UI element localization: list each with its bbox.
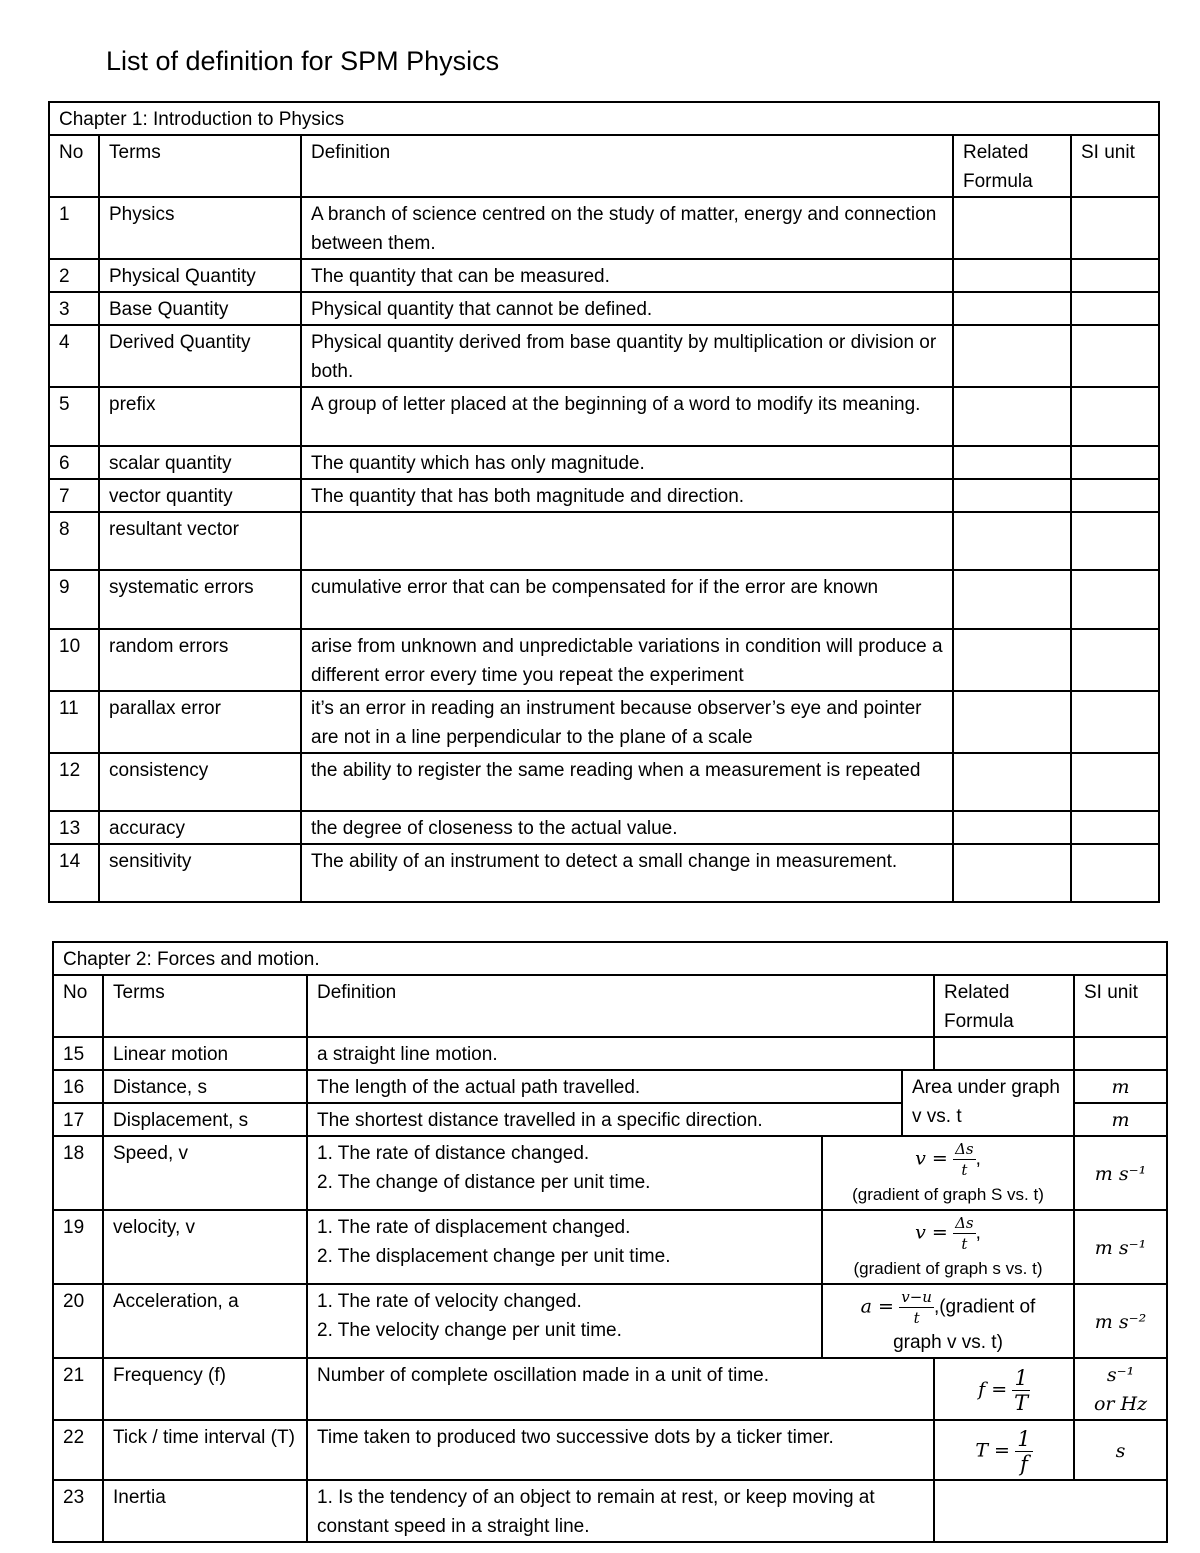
header-no: No	[49, 135, 99, 197]
row-formula	[953, 629, 1071, 691]
table-row	[53, 1136, 1167, 1210]
formula-fraction	[1015, 1427, 1032, 1476]
row-formula	[934, 1420, 1074, 1480]
row-unit	[1071, 570, 1159, 629]
row-no: 14	[49, 844, 99, 902]
formula-lhs: v =	[915, 1147, 948, 1170]
row-no: 2	[49, 259, 99, 292]
row-formula: Area under graph v vs. t	[902, 1070, 1074, 1136]
row-no: 13	[49, 811, 99, 844]
unit-line: s⁻¹	[1106, 1364, 1135, 1386]
row-term: Base Quantity	[99, 292, 301, 325]
definition-line: 2. The velocity change per unit time.	[317, 1320, 622, 1341]
fraction-numerator: v−u	[901, 1288, 932, 1306]
row-unit	[1071, 197, 1159, 259]
row-unit	[1071, 292, 1159, 325]
row-term: accuracy	[99, 811, 301, 844]
table-row	[49, 387, 1159, 446]
row-no: 6	[49, 446, 99, 479]
row-formula	[953, 197, 1071, 259]
formula-fraction	[953, 1213, 976, 1254]
formula-fraction	[953, 1139, 976, 1180]
row-unit	[1074, 1037, 1167, 1070]
row-definition	[307, 1210, 822, 1284]
row-formula	[953, 479, 1071, 512]
row-unit	[1071, 691, 1159, 753]
row-formula: v = $\frac{\Delta s}{t}$ , (gradient of graph s vs. t)	[822, 1210, 1074, 1284]
table-row	[49, 446, 1159, 479]
header-terms: Terms	[103, 975, 307, 1037]
fraction-denominator: T	[1014, 1390, 1029, 1415]
formula-note: (gradient of graph S vs. t)	[852, 1185, 1044, 1204]
definition-line: 2. The change of distance per unit time.	[317, 1172, 651, 1193]
row-no: 20	[53, 1284, 103, 1358]
row-no: 9	[49, 570, 99, 629]
row-term: scalar quantity	[99, 446, 301, 479]
row-no: 22	[53, 1420, 103, 1480]
fraction-denominator: f	[1020, 1451, 1028, 1476]
row-formula	[953, 325, 1071, 387]
formula-fraction	[899, 1287, 934, 1328]
row-unit: m s⁻¹	[1074, 1210, 1167, 1284]
row-term: Inertia	[103, 1480, 307, 1542]
header-related-formula: Related Formula	[953, 135, 1071, 197]
row-no: 10	[49, 629, 99, 691]
definition-line: 1. The rate of distance changed.	[317, 1143, 590, 1164]
fraction-denominator: t	[961, 1235, 968, 1253]
fraction-numerator: 1	[1014, 1365, 1028, 1390]
formula-lhs: f =	[978, 1378, 1008, 1401]
row-definition: A branch of science centred on the study of matter, energy and connection between them.	[301, 197, 953, 259]
table-row	[53, 1037, 1167, 1070]
table-row	[53, 1358, 1167, 1420]
row-formula	[934, 1037, 1074, 1070]
row-definition: Time taken to produced two successive dots by a ticker timer.	[307, 1420, 934, 1480]
row-no: 5	[49, 387, 99, 446]
row-definition: The shortest distance travelled in a specific direction.	[307, 1103, 902, 1136]
table-row	[49, 197, 1159, 259]
row-unit: m	[1074, 1103, 1167, 1136]
row-term: resultant vector	[99, 512, 301, 570]
row-formula	[953, 811, 1071, 844]
chapter-1-table	[48, 101, 1160, 903]
row-definition: the degree of closeness to the actual value.	[301, 811, 953, 844]
table-row	[49, 811, 1159, 844]
table-row	[53, 1210, 1167, 1284]
row-term: velocity, v	[103, 1210, 307, 1284]
row-no: 3	[49, 292, 99, 325]
fraction-numerator: 1	[1017, 1426, 1031, 1451]
row-unit: m s⁻¹	[1074, 1136, 1167, 1210]
table-row	[49, 753, 1159, 811]
chapter-2-heading: Chapter 2: Forces and motion.	[53, 942, 1167, 975]
row-no: 16	[53, 1070, 103, 1103]
header-si-unit: SI unit	[1074, 975, 1167, 1037]
formula-note: graph v vs. t)	[893, 1332, 1003, 1353]
row-formula	[953, 292, 1071, 325]
header-definition: Definition	[301, 135, 953, 197]
row-formula	[953, 446, 1071, 479]
table-row	[53, 1420, 1167, 1480]
table-row	[49, 691, 1159, 753]
row-term: random errors	[99, 629, 301, 691]
row-formula	[953, 387, 1071, 446]
header-terms: Terms	[99, 135, 301, 197]
row-term: Physics	[99, 197, 301, 259]
row-definition: the ability to register the same reading when a measurement is repeated	[301, 753, 953, 811]
table-header-row	[49, 135, 1159, 197]
row-unit: s	[1074, 1420, 1167, 1480]
row-unit	[1071, 446, 1159, 479]
row-no: 19	[53, 1210, 103, 1284]
row-definition: arise from unknown and unpredictable variations in condition will produce a different error every time you repeat the experiment	[301, 629, 953, 691]
row-formula: v = $\frac{\Delta s}{t}$ , (gradient of graph S vs. t)	[822, 1136, 1074, 1210]
row-formula	[934, 1480, 1167, 1542]
row-definition: Number of complete oscillation made in a unit of time.	[307, 1358, 934, 1420]
definition-line: 1. The rate of velocity changed.	[317, 1291, 582, 1312]
fraction-denominator: t	[913, 1309, 920, 1327]
row-definition: The quantity that has both magnitude and direction.	[301, 479, 953, 512]
table-header-row	[53, 975, 1167, 1037]
row-definition: cumulative error that can be compensated for if the error are known	[301, 570, 953, 629]
row-definition: The quantity that can be measured.	[301, 259, 953, 292]
table-row	[49, 479, 1159, 512]
row-unit	[1071, 387, 1159, 446]
row-unit	[1071, 629, 1159, 691]
row-unit	[1074, 1358, 1167, 1420]
row-unit: m s⁻²	[1074, 1284, 1167, 1358]
row-no: 17	[53, 1103, 103, 1136]
row-term: Speed, v	[103, 1136, 307, 1210]
row-term: consistency	[99, 753, 301, 811]
row-definition: Physical quantity that cannot be defined.	[301, 292, 953, 325]
chapter-1-heading: Chapter 1: Introduction to Physics	[49, 102, 1159, 135]
row-term: Frequency (f)	[103, 1358, 307, 1420]
row-unit	[1071, 325, 1159, 387]
row-formula	[934, 1358, 1074, 1420]
row-definition: Physical quantity derived from base quantity by multiplication or division or both.	[301, 325, 953, 387]
row-no: 1	[49, 197, 99, 259]
row-no: 12	[49, 753, 99, 811]
row-definition: A group of letter placed at the beginning of a word to modify its meaning.	[301, 387, 953, 446]
row-no: 21	[53, 1358, 103, 1420]
row-no: 18	[53, 1136, 103, 1210]
row-no: 11	[49, 691, 99, 753]
definition-line: 1. The rate of displacement changed.	[317, 1217, 631, 1238]
row-term: Physical Quantity	[99, 259, 301, 292]
chapter-2-table	[52, 941, 1168, 1543]
fraction-numerator: Δs	[955, 1214, 974, 1232]
row-term: sensitivity	[99, 844, 301, 902]
table-row	[49, 570, 1159, 629]
table-row	[49, 629, 1159, 691]
row-no: 23	[53, 1480, 103, 1542]
table-row	[49, 512, 1159, 570]
row-definition: The quantity which has only magnitude.	[301, 446, 953, 479]
table-row	[53, 1284, 1167, 1358]
row-unit	[1071, 259, 1159, 292]
row-no: 7	[49, 479, 99, 512]
row-term: Acceleration, a	[103, 1284, 307, 1358]
row-term: parallax error	[99, 691, 301, 753]
row-definition: The ability of an instrument to detect a small change in measurement.	[301, 844, 953, 902]
row-formula	[953, 844, 1071, 902]
row-unit	[1071, 479, 1159, 512]
definition-line: 2. The displacement change per unit time.	[317, 1246, 671, 1267]
row-definition	[307, 1284, 822, 1358]
formula-note: ,(gradient of	[933, 1296, 1036, 1318]
row-definition: The length of the actual path travelled.	[307, 1070, 902, 1103]
fraction-denominator: t	[961, 1161, 968, 1179]
row-definition: 1. Is the tendency of an object to remain at rest, or keep moving at constant speed in a straight line.	[307, 1480, 934, 1542]
row-unit	[1071, 753, 1159, 811]
fraction-numerator: Δs	[955, 1140, 974, 1158]
formula-note: (gradient of graph s vs. t)	[853, 1259, 1043, 1278]
row-term: systematic errors	[99, 570, 301, 629]
row-term: prefix	[99, 387, 301, 446]
header-definition: Definition	[307, 975, 934, 1037]
row-definition	[307, 1136, 822, 1210]
unit-line: or Hz	[1093, 1393, 1148, 1415]
row-no: 4	[49, 325, 99, 387]
row-term: Displacement, s	[103, 1103, 307, 1136]
row-definition: a straight line motion.	[307, 1037, 934, 1070]
row-definition: it’s an error in reading an instrument because observer’s eye and pointer are not in a line perpendicular to the plane of a scale	[301, 691, 953, 753]
row-term: Distance, s	[103, 1070, 307, 1103]
formula-lhs: a =	[860, 1295, 894, 1318]
row-formula	[953, 570, 1071, 629]
row-formula	[953, 753, 1071, 811]
row-formula	[822, 1284, 1074, 1358]
row-unit: m	[1074, 1070, 1167, 1103]
header-related-formula: Related Formula	[934, 975, 1074, 1037]
row-unit	[1071, 811, 1159, 844]
formula-fraction	[1012, 1366, 1029, 1415]
row-unit	[1071, 844, 1159, 902]
row-term: Tick / time interval (T)	[103, 1420, 307, 1480]
table-row	[49, 325, 1159, 387]
row-term: vector quantity	[99, 479, 301, 512]
row-unit	[1071, 512, 1159, 570]
table-row	[53, 1070, 1167, 1103]
row-term: Derived Quantity	[99, 325, 301, 387]
page-title: List of definition for SPM Physics	[106, 46, 500, 76]
row-formula	[953, 691, 1071, 753]
row-formula	[953, 259, 1071, 292]
row-term: Linear motion	[103, 1037, 307, 1070]
formula-lhs: v =	[915, 1221, 948, 1244]
row-no: 15	[53, 1037, 103, 1070]
formula-lhs: T =	[975, 1439, 1010, 1462]
header-no: No	[53, 975, 103, 1037]
header-si-unit: SI unit	[1071, 135, 1159, 197]
table-row	[49, 292, 1159, 325]
row-definition	[301, 512, 953, 570]
table-row	[49, 259, 1159, 292]
table-row	[49, 844, 1159, 902]
row-no: 8	[49, 512, 99, 570]
table-row	[53, 1480, 1167, 1542]
row-formula	[953, 512, 1071, 570]
